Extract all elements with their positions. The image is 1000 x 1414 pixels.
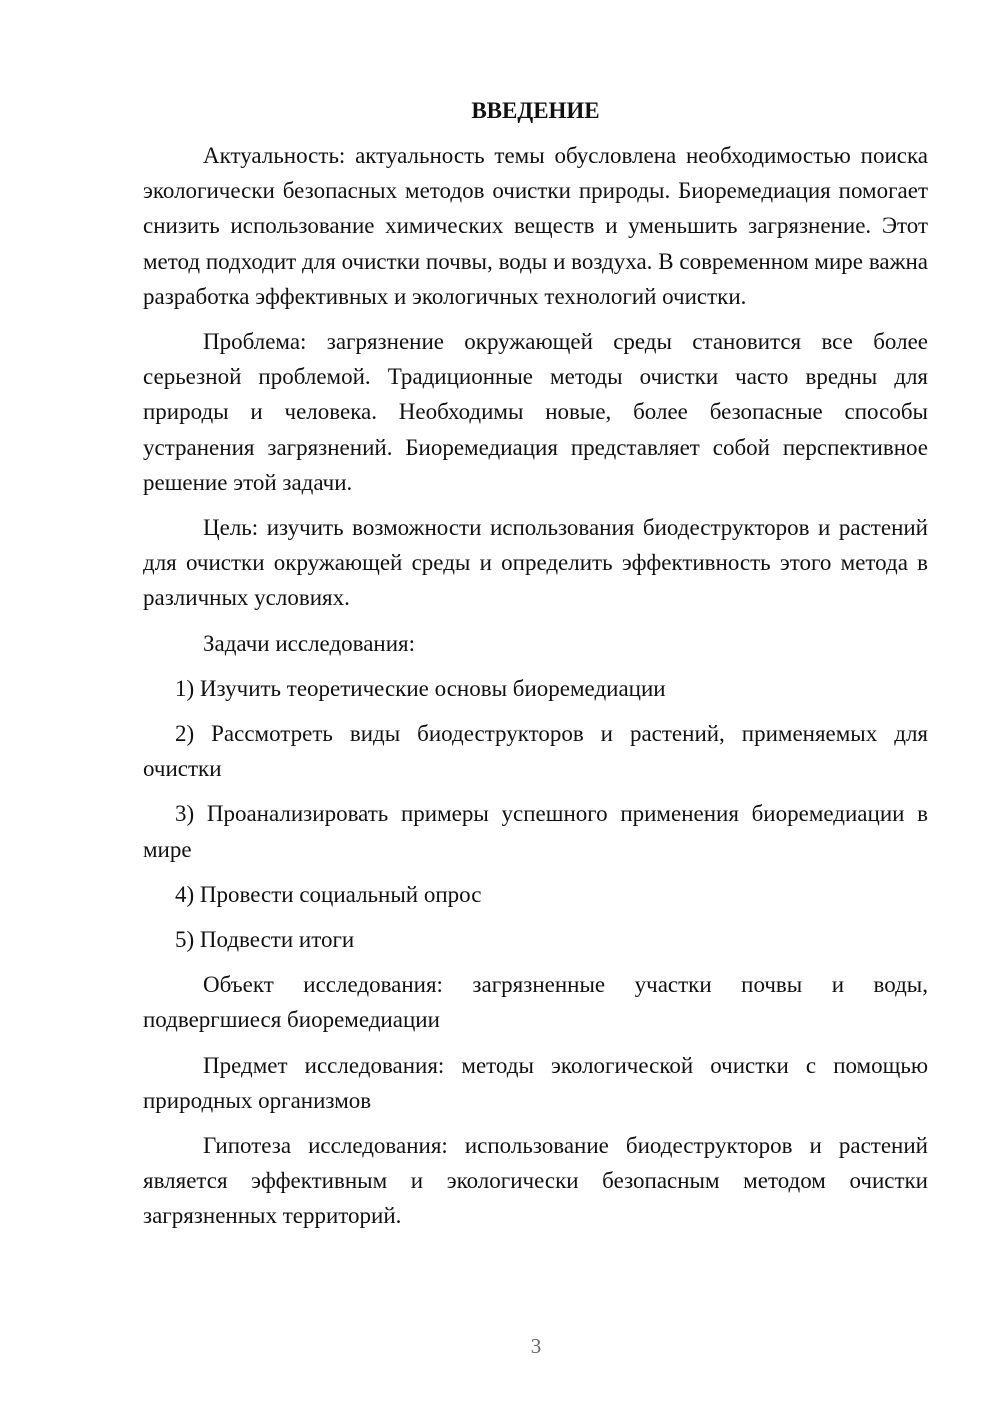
goal-paragraph: Цель: изучить возможности использования биодеструкторов и растений для очистки окружающей среды и определить эффективность этого метода в различных условиях. (143, 515, 928, 611)
subject-paragraph: Предмет исследования: методы экологической очистки с помощью природных организмов (143, 1052, 928, 1113)
task-item: 1) Изучить теоретические основы биоремедиации (175, 675, 666, 701)
document-page (143, 96, 928, 1244)
task-item: 4) Провести социальный опрос (175, 881, 482, 907)
tasks-intro: Задачи исследования: (203, 630, 416, 656)
task-item: 2) Рассмотреть виды биодеструкторов и растений, применяемых для очистки (143, 721, 928, 782)
task-item: 5) Подвести итоги (175, 927, 355, 953)
hypothesis-paragraph: Гипотеза исследования: использование биодеструкторов и растений является эффективным и экологически безопасным методом очистки загрязненных территорий. (143, 1133, 928, 1229)
task-item: 3) Проанализировать примеры успешного применения биоремедиации в мире (143, 801, 928, 862)
relevance-paragraph: Актуальность: актуальность темы обусловлена необходимостью поиска экологически безопасных методов очистки природы. Биоремедиация помогает снизить использование химических веществ и уменьшить загрязнение. Этот метод подходит для очистки почвы, воды и воздуха. В современном мире важна разработка эффективных и экологичных технологий очистки. (143, 143, 928, 309)
object-paragraph: Объект исследования: загрязненные участки почвы и воды, подвергшиеся биоремедиации (143, 972, 928, 1033)
problem-paragraph: Проблема: загрязнение окружающей среды становится все более серьезной проблемой. Традиционные методы очистки часто вредны для природы и человека. Необходимы новые, более безопасные способы устранения загрязнений. Биоремедиация представляет собой перспективное решение этой задачи. (143, 329, 928, 495)
section-heading: ВВЕДЕНИЕ (471, 98, 600, 123)
page-number: 3 (530, 1334, 542, 1358)
